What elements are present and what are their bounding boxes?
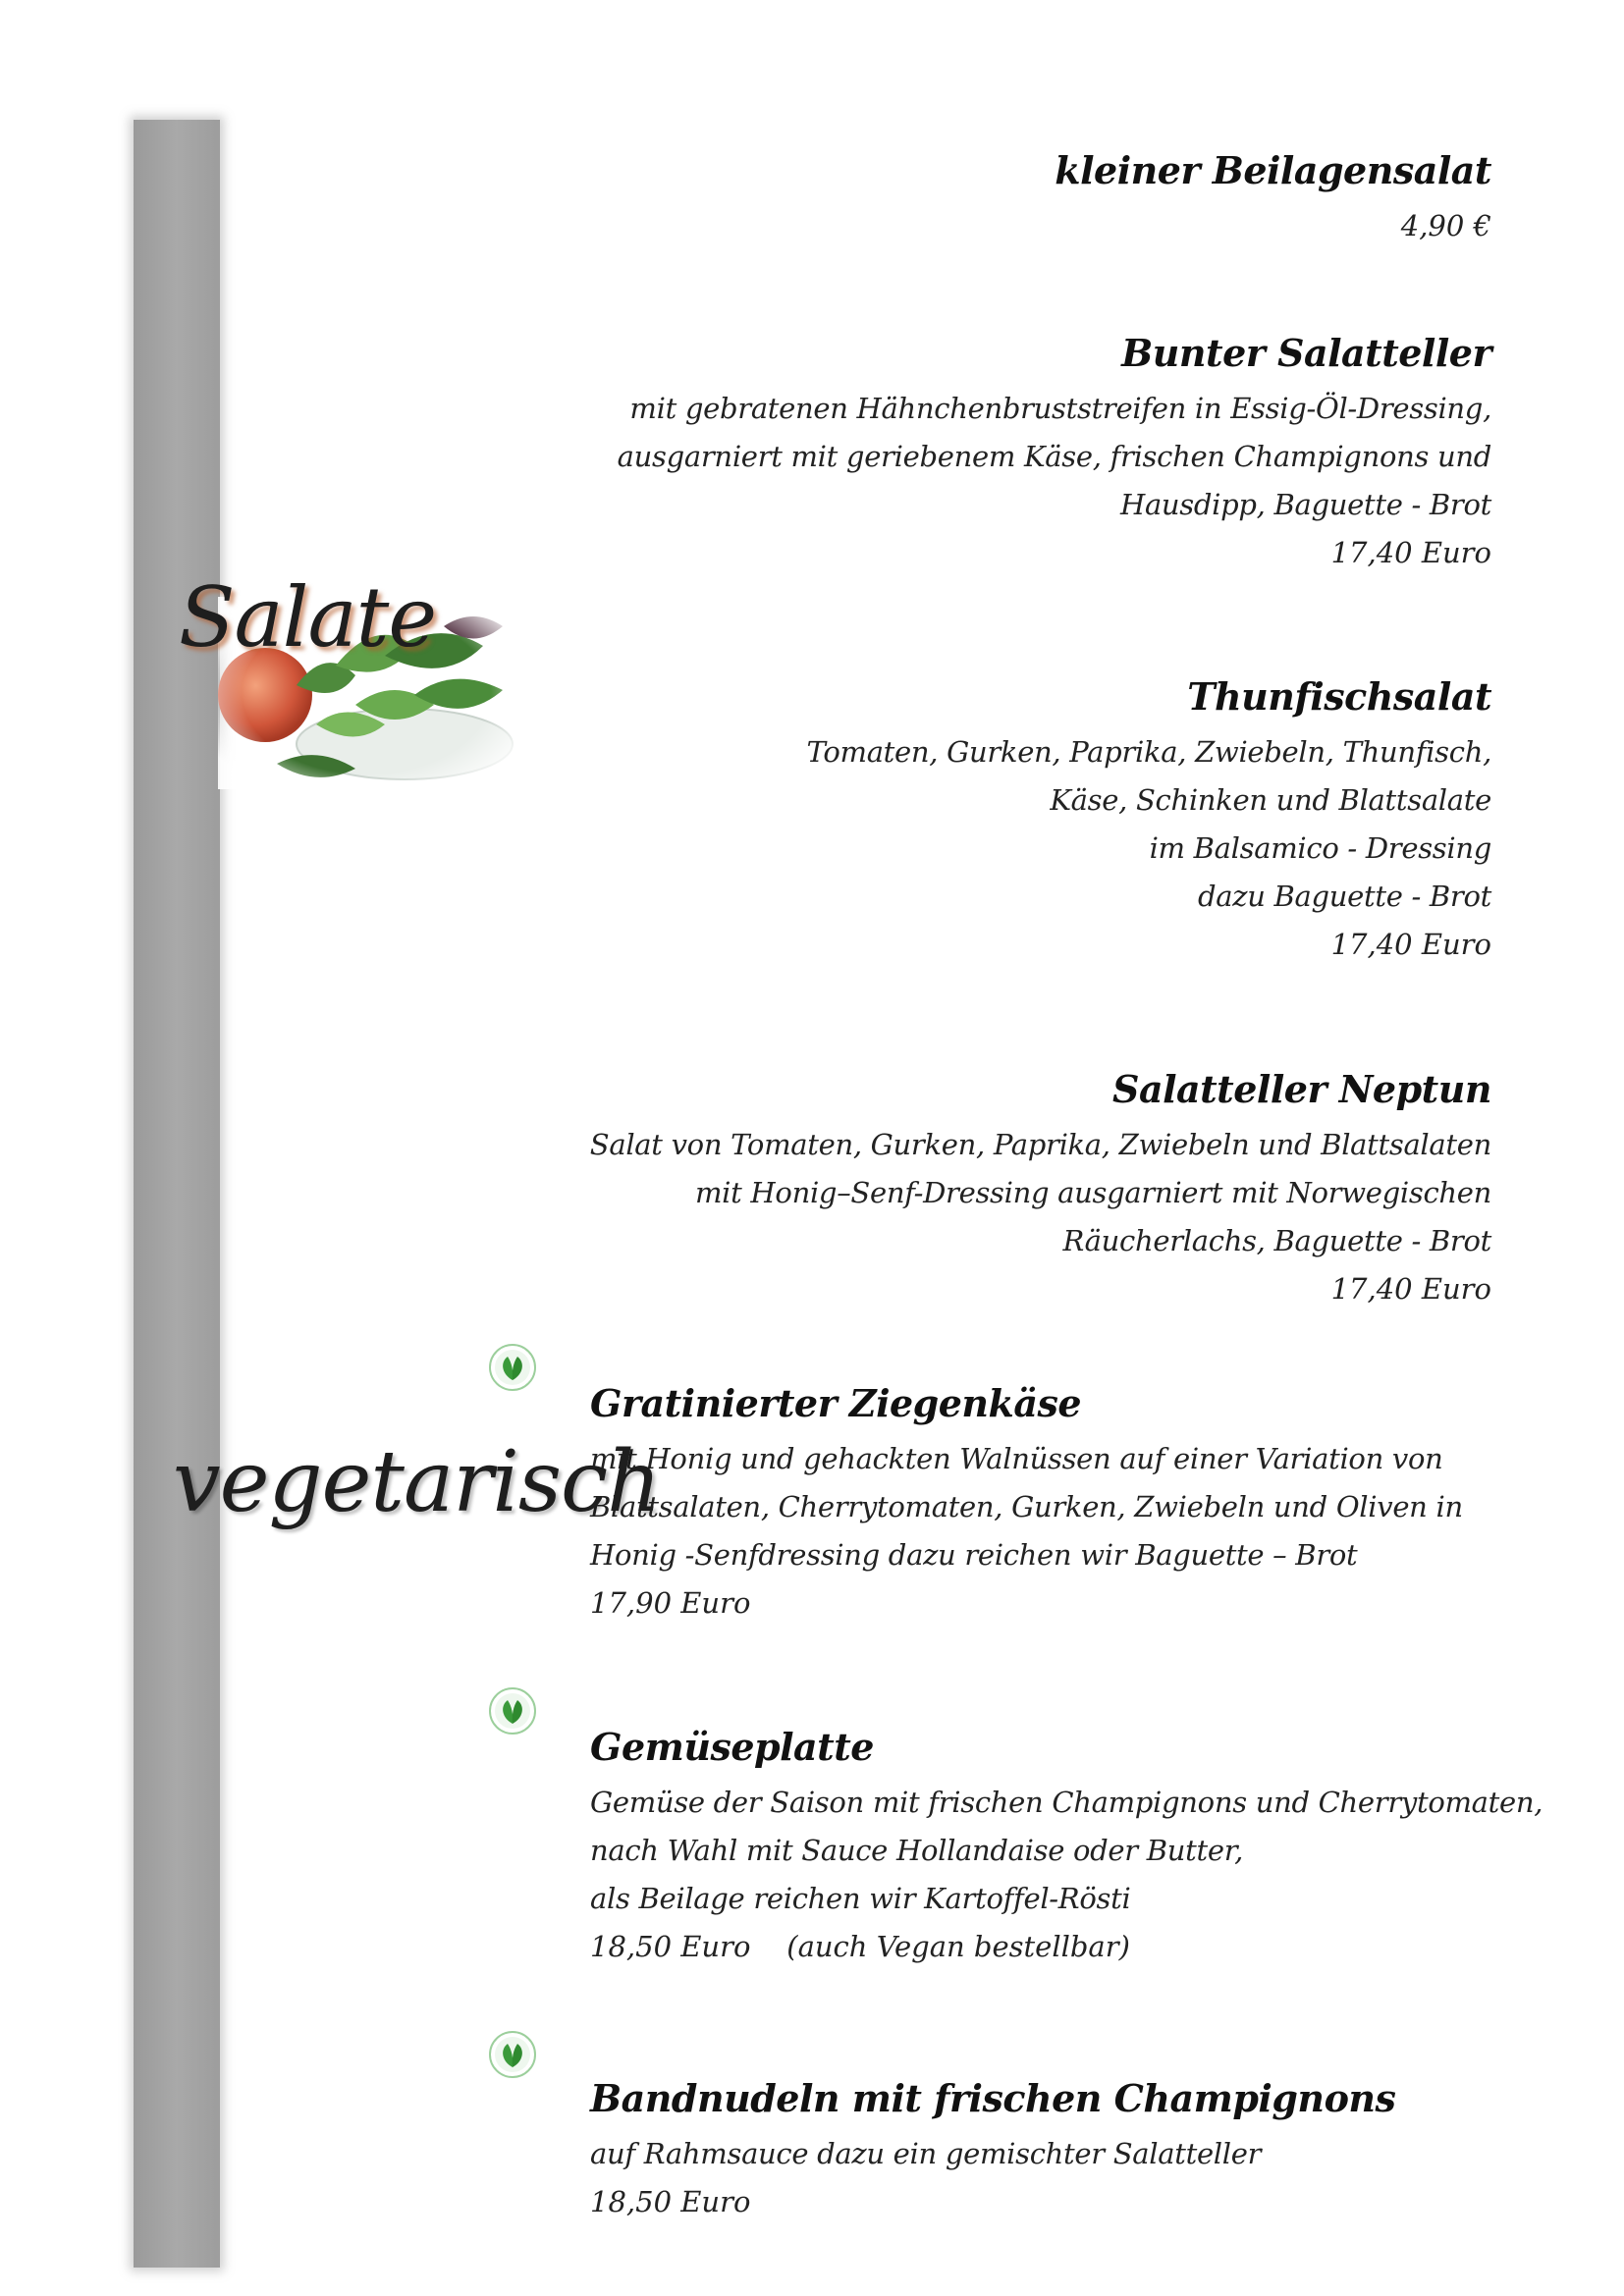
menu-item-description: auf Rahmsauce dazu ein gemischter Salatteller [590, 2136, 1262, 2170]
section-title-salads: Salate [179, 569, 437, 666]
menu-item-description: Räucherlachs, Baguette - Brot [1062, 1223, 1491, 1257]
menu-item-name: Bunter Salatteller [1121, 331, 1491, 375]
menu-item-description: mit Honig und gehackten Walnüssen auf einer Variation von [590, 1441, 1443, 1475]
menu-item-name: Thunfischsalat [1187, 674, 1491, 719]
vegetarian-leaf-icon [488, 2030, 537, 2079]
menu-item-thunfischsalat [807, 673, 1491, 969]
menu-item-description: Honig -Senfdressing dazu reichen wir Baguette – Brot [590, 1537, 1358, 1572]
menu-item-description: dazu Baguette - Brot [1197, 879, 1491, 913]
menu-item-gemueseplatte [590, 1724, 1543, 1971]
menu-item-description: im Balsamico - Dressing [1149, 830, 1491, 865]
menu-item-beilagensalat [1055, 147, 1491, 250]
menu-item-description: Salat von Tomaten, Gurken, Paprika, Zwiebeln und Blattsalaten [589, 1127, 1491, 1161]
menu-item-price: 17,40 Euro [1330, 927, 1491, 961]
menu-item-description: mit gebratenen Hähnchenbruststreifen in Essig-Öl-Dressing, [629, 391, 1491, 425]
menu-item-name: Gratinierter Ziegenkäse [590, 1381, 1082, 1425]
menu-item-price: 18,50 Euro [590, 2184, 751, 2218]
menu-item-description: nach Wahl mit Sauce Hollandaise oder Butter, [590, 1833, 1244, 1867]
menu-item-salatteller-neptun [590, 1066, 1491, 1313]
menu-item-name: Gemüseplatte [590, 1725, 874, 1769]
menu-item-price: 17,40 Euro [1330, 1271, 1491, 1306]
menu-item-name: Bandnudeln mit frischen Champignons [590, 2076, 1396, 2120]
menu-item-name: Salatteller Neptun [1112, 1067, 1491, 1111]
menu-item-description: Käse, Schinken und Blattsalate [1050, 782, 1491, 817]
menu-item-price: 18,50 Euro (auch Vegan bestellbar) [590, 1929, 1130, 1963]
menu-item-bunter-salatteller [618, 330, 1491, 577]
decorative-side-bar [134, 120, 220, 2268]
menu-item-price: 4,90 € [1400, 208, 1491, 242]
menu-item-ziegenkaese [590, 1380, 1463, 1628]
menu-item-name: kleiner Beilagensalat [1055, 148, 1491, 192]
vegetarian-leaf-icon [488, 1686, 537, 1735]
menu-item-price: 17,40 Euro [1330, 535, 1491, 569]
menu-item-description: ausgarniert mit geriebenem Käse, frischen Champignons und [617, 439, 1491, 473]
menu-item-description: mit Honig–Senf-Dressing ausgarniert mit Norwegischen [694, 1175, 1491, 1209]
menu-item-description: Tomaten, Gurken, Paprika, Zwiebeln, Thunfisch, [806, 734, 1491, 769]
menu-item-bandnudeln [590, 2075, 1395, 2226]
menu-item-price: 17,90 Euro [590, 1585, 751, 1620]
menu-item-description: Gemüse der Saison mit frischen Champignons und Cherrytomaten, [590, 1785, 1543, 1819]
section-title-vegetarian: vegetarisch [173, 1433, 661, 1531]
menu-item-description: als Beilage reichen wir Kartoffel-Rösti [590, 1881, 1131, 1915]
vegetarian-leaf-icon [488, 1343, 537, 1392]
menu-item-description: Hausdipp, Baguette - Brot [1119, 487, 1491, 521]
menu-item-description: Blattsalaten, Cherrytomaten, Gurken, Zwiebeln und Oliven in [590, 1489, 1463, 1523]
